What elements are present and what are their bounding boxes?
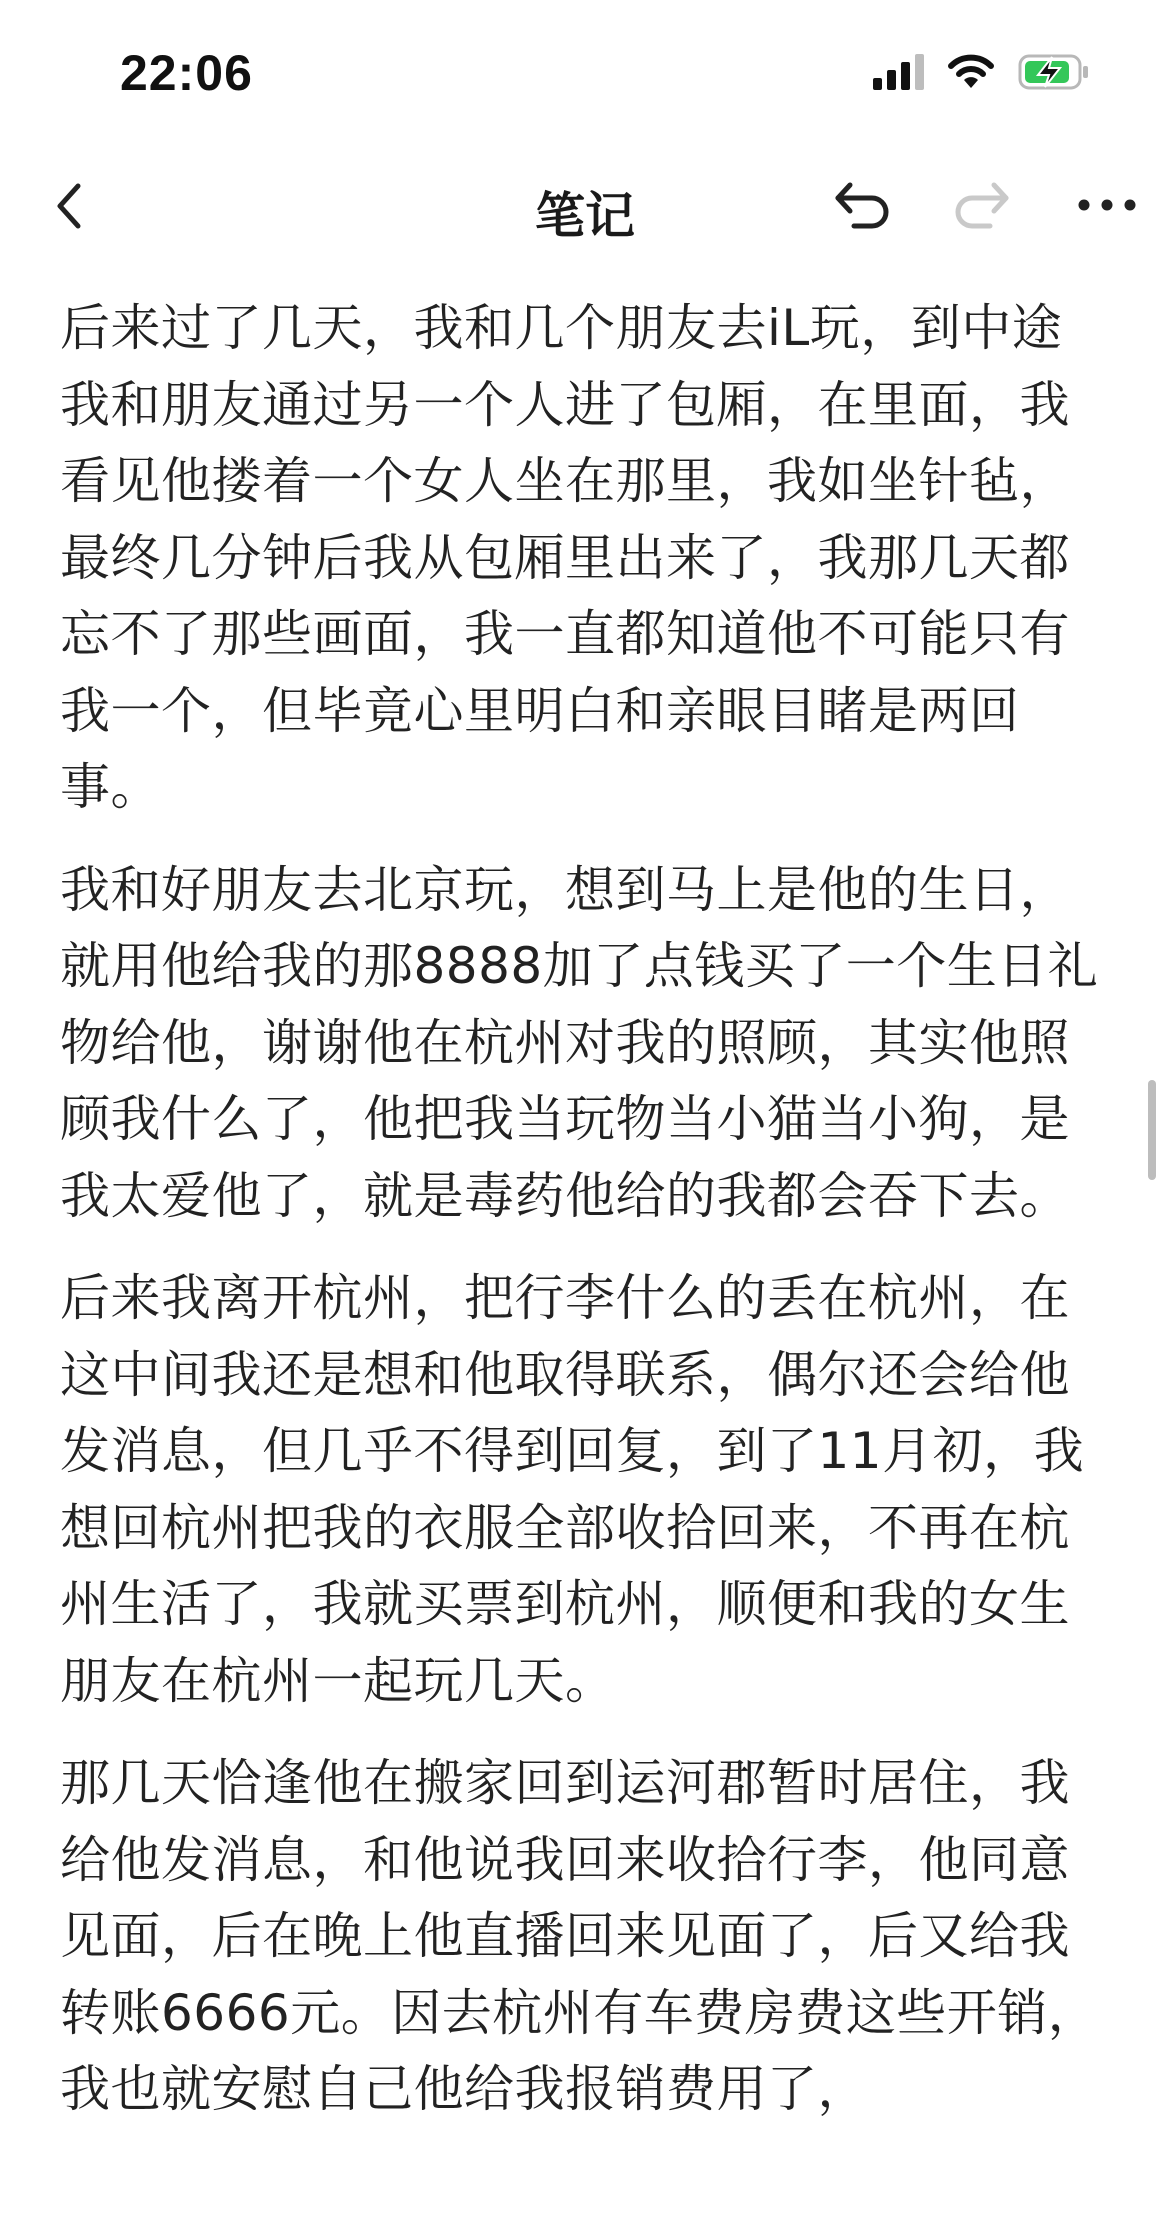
wifi-icon [948, 54, 994, 90]
more-icon[interactable] [1072, 180, 1142, 230]
battery-charging-icon [1018, 52, 1090, 92]
status-bar [0, 0, 1170, 150]
note-paragraph: 后来过了几天，我和几个朋友去iL玩，到中途我和朋友通过另一个人进了包厢，在里面，我看见他搂着一个女人坐在那里，我如坐针毡，最终几分钟后我从包厢里出来了，我那几天都忘不了那些画面，我一直都知道他不可能只有我一个，但毕竟心里明白和亲眼目睹是两回事。 [60, 299, 1070, 816]
note-paragraph: 我和好朋友去北京玩，想到马上是他的生日，就用他给我的那8888加了点钱买了一个生日礼物给他，谢谢他在杭州对我的照顾，其实他照顾我什么了，他把我当玩物当小猫当小狗，是我太爱他了，就是毒药他给的我都会吞下去。 [60, 860, 1099, 1225]
navigation-bar [0, 150, 1170, 265]
status-time: 22:06 [120, 45, 253, 101]
status-icons [873, 52, 1090, 92]
note-paragraph: 那几天恰逢他在搬家回到运河郡暂时居住，我给他发消息，和他说我回来收拾行李，他同意见面，后在晚上他直播回来见面了，后又给我转账6666元。因去杭州有车费房费这些开销，我也就安慰自己他给我报销费用了， [60, 1754, 1099, 2118]
page-title: 笔记 [535, 187, 635, 245]
note-body[interactable] [60, 290, 1110, 2154]
cellular-signal-icon [873, 54, 924, 90]
note-paragraph: 后来我离开杭州，把行李什么的丢在杭州，在这中间我还是想和他取得联系，偶尔还会给他发消息，但几乎不得到回复，到了11月初，我想回杭州把我的衣服全部收拾回来，不再在杭州生活了，我就买票到杭州，顺便和我的女生朋友在杭州一起玩几天。 [60, 1269, 1085, 1710]
scroll-indicator[interactable] [1148, 1080, 1156, 1180]
redo-icon[interactable] [950, 174, 1014, 238]
undo-icon[interactable] [830, 174, 894, 238]
